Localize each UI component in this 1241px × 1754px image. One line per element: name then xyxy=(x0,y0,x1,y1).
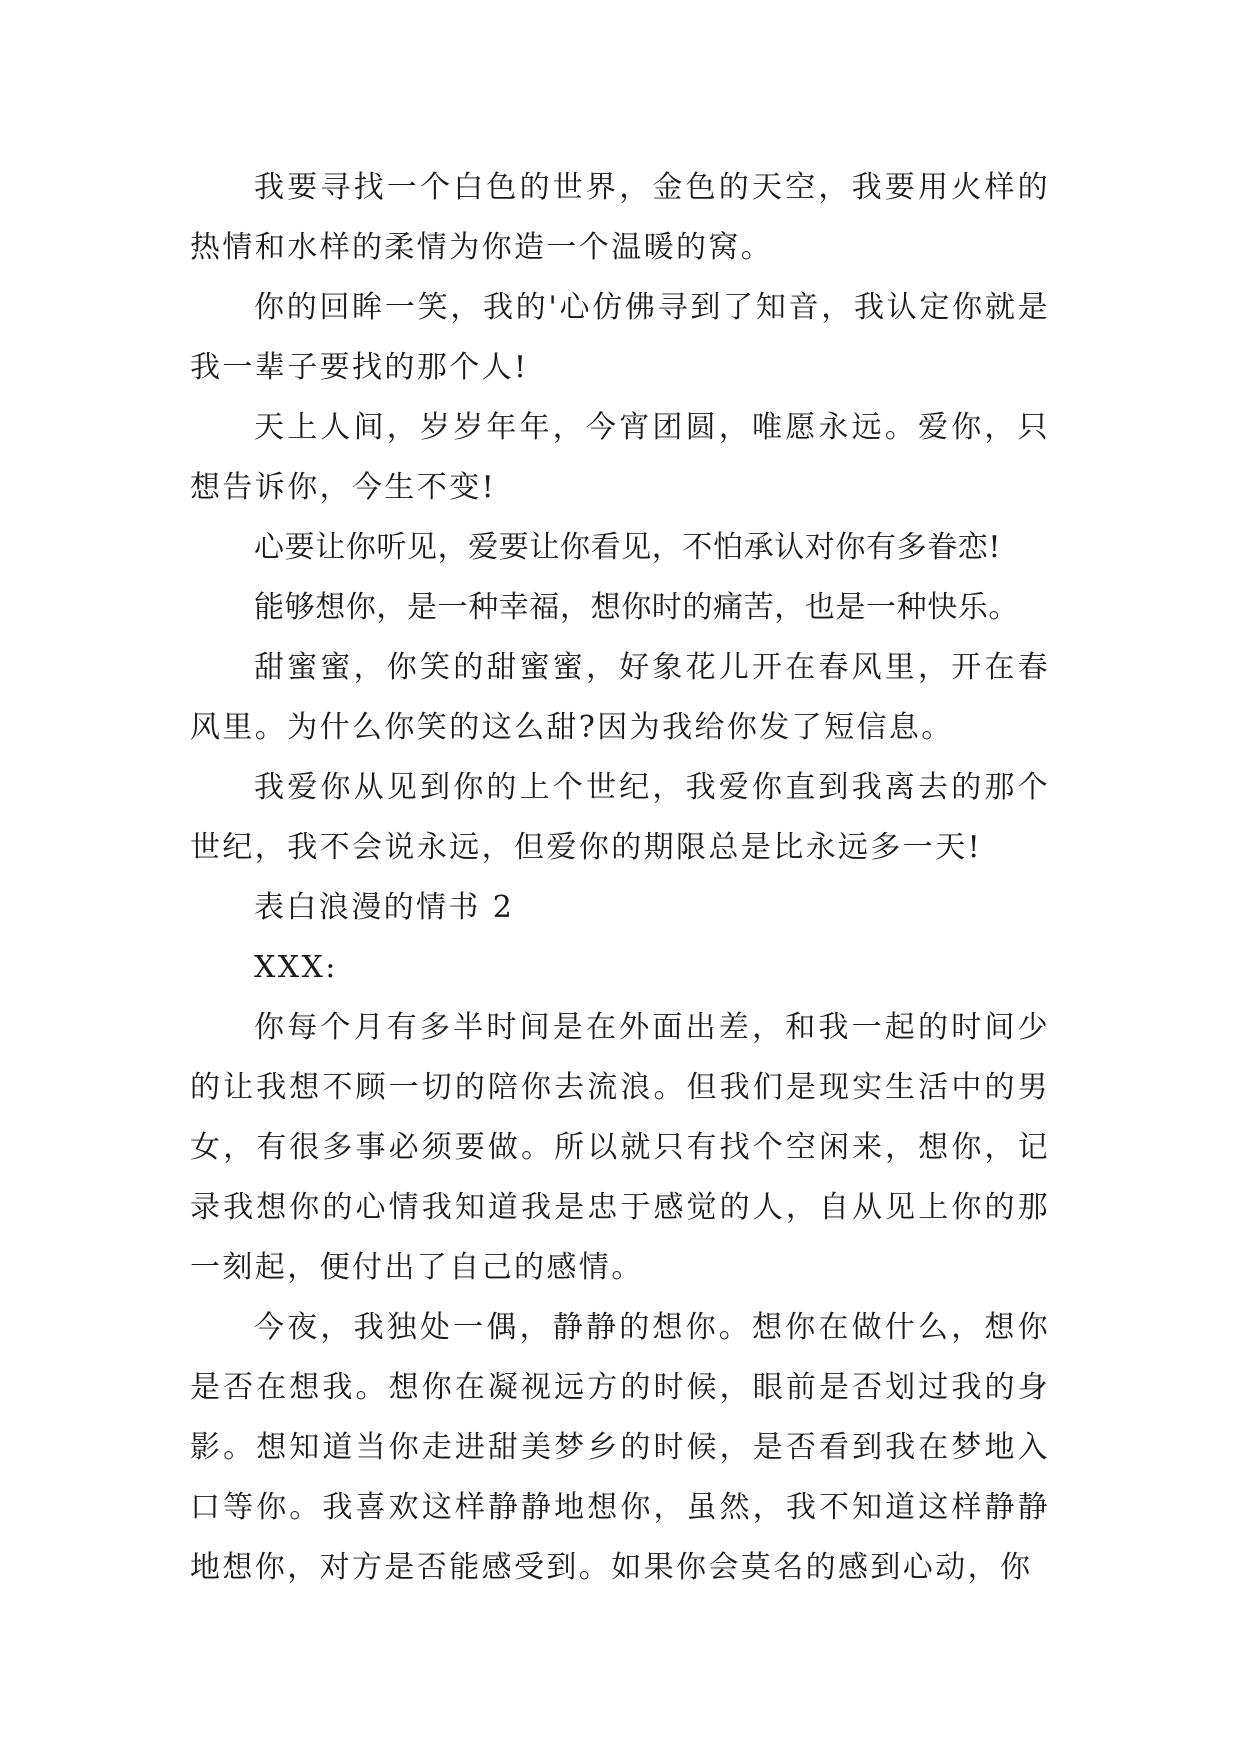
paragraph-2: 你的回眸一笑，我的'心仿佛寻到了知音，我认定你就是我一辈子要找的那个人! xyxy=(190,290,1050,385)
paragraph-9: 今夜，我独处一偶，静静的想你。想你在做什么，想你是否在想我。想你在凝视远方的时候，眼前是否划过我的身影。想知道当你走进甜美梦乡的时候，是否看到我在梦地入口等你。我喜欢这样静静地想你，虽然，我不知道这样静静地想你，对方是否能感受到。如果你会莫名的感到心动，你 xyxy=(190,1310,1050,1585)
paragraph-4: 心要让你听见，爱要让你看见，不怕承认对你有多眷恋! xyxy=(254,530,1002,565)
document-body xyxy=(190,158,1050,1598)
paragraph-8: 你每个月有多半时间是在外面出差，和我一起的时间少的让我想不顾一切的陪你去流浪。但我们是现实生活中的男女，有很多事必须要做。所以就只有找个空闲来，想你，记录我想你的心情我知道我是忠于感觉的人，自从见上你的那一刻起，便付出了自己的感情。 xyxy=(190,1010,1050,1285)
paragraph-7: 我爱你从见到你的上个世纪，我爱你直到我离去的那个世纪，我不会说永远，但爱你的期限总是比永远多一天! xyxy=(190,770,1050,865)
paragraph-1: 我要寻找一个白色的世界，金色的天空，我要用火样的热情和水样的柔情为你造一个温暖的窝。 xyxy=(190,170,1050,265)
paragraph-3: 天上人间，岁岁年年，今宵团圆，唯愿永远。爱你，只想告诉你，今生不变! xyxy=(190,410,1050,505)
paragraph-5: 能够想你，是一种幸福，想你时的痛苦，也是一种快乐。 xyxy=(254,590,1019,625)
paragraph-6: 甜蜜蜜，你笑的甜蜜蜜，好象花儿开在春风里，开在春风里。为什么你笑的这么甜?因为我给你发了短信息。 xyxy=(190,650,1050,745)
salutation: XXX: xyxy=(254,950,338,985)
section-heading: 表白浪漫的情书 2 xyxy=(254,890,515,925)
